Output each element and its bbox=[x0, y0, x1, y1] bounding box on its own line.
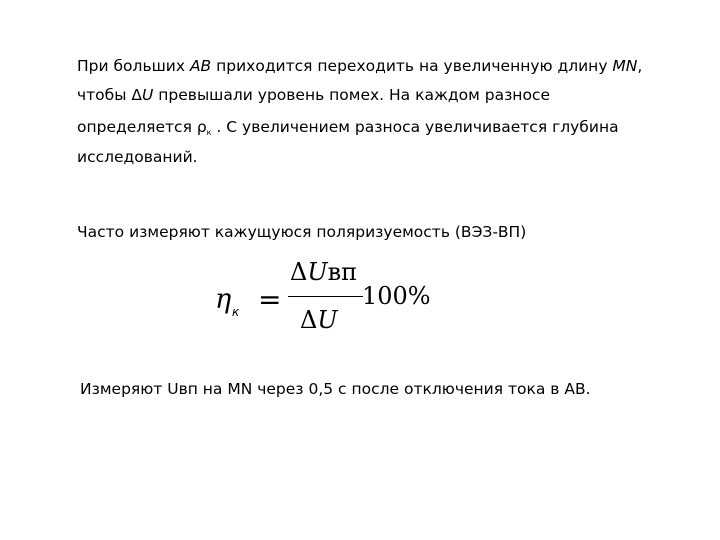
rho-subscript: к bbox=[206, 128, 212, 137]
formula-apparent-polarizability bbox=[210, 258, 470, 348]
term-mn: MN bbox=[612, 57, 638, 75]
paragraph-measurement: Измеряют Uвп на MN через 0,5 с после отключения тока в АВ. bbox=[80, 380, 591, 398]
formula-equals: = bbox=[258, 283, 282, 316]
text-segment: определяется ρ bbox=[77, 118, 207, 136]
formula-numerator bbox=[290, 258, 357, 286]
formula-percent: 100% bbox=[362, 282, 431, 310]
numerator-delta: Δ bbox=[290, 258, 308, 286]
numerator-subscript: вп bbox=[327, 258, 358, 286]
text-segment: чтобы bbox=[77, 86, 132, 104]
paragraph-polarizability: Часто измеряют кажущуюся поляризуемость (ВЭЗ-ВП) bbox=[77, 223, 527, 241]
delta-symbol: Δ bbox=[131, 86, 143, 104]
paragraph-intro-line-1 bbox=[77, 52, 642, 81]
text-segment: превышали уровень помех. На каждом разносе bbox=[153, 86, 550, 104]
formula-denominator bbox=[300, 306, 338, 334]
paragraph-intro-line-2 bbox=[77, 81, 642, 110]
denominator-delta: Δ bbox=[300, 306, 318, 334]
text-segment: приходится переходить на увеличенную длину bbox=[211, 57, 613, 75]
text-segment: . С увеличением разноса увеличивается глубина bbox=[211, 118, 619, 136]
paragraph-intro bbox=[77, 52, 642, 110]
paragraph-depth bbox=[77, 115, 619, 170]
denominator-u: U bbox=[317, 306, 338, 334]
numerator-u: U bbox=[307, 258, 328, 286]
term-u: U bbox=[142, 86, 154, 104]
term-ab: АВ bbox=[189, 57, 212, 75]
text-segment: , bbox=[637, 57, 643, 75]
text-segment: При больших bbox=[77, 57, 190, 75]
paragraph-depth-line-1 bbox=[77, 115, 619, 145]
formula-eta-subscript: к bbox=[232, 305, 240, 319]
paragraph-depth-line-2: исследований. bbox=[77, 148, 198, 166]
formula-eta: η bbox=[215, 284, 232, 315]
fraction-bar bbox=[288, 296, 363, 297]
